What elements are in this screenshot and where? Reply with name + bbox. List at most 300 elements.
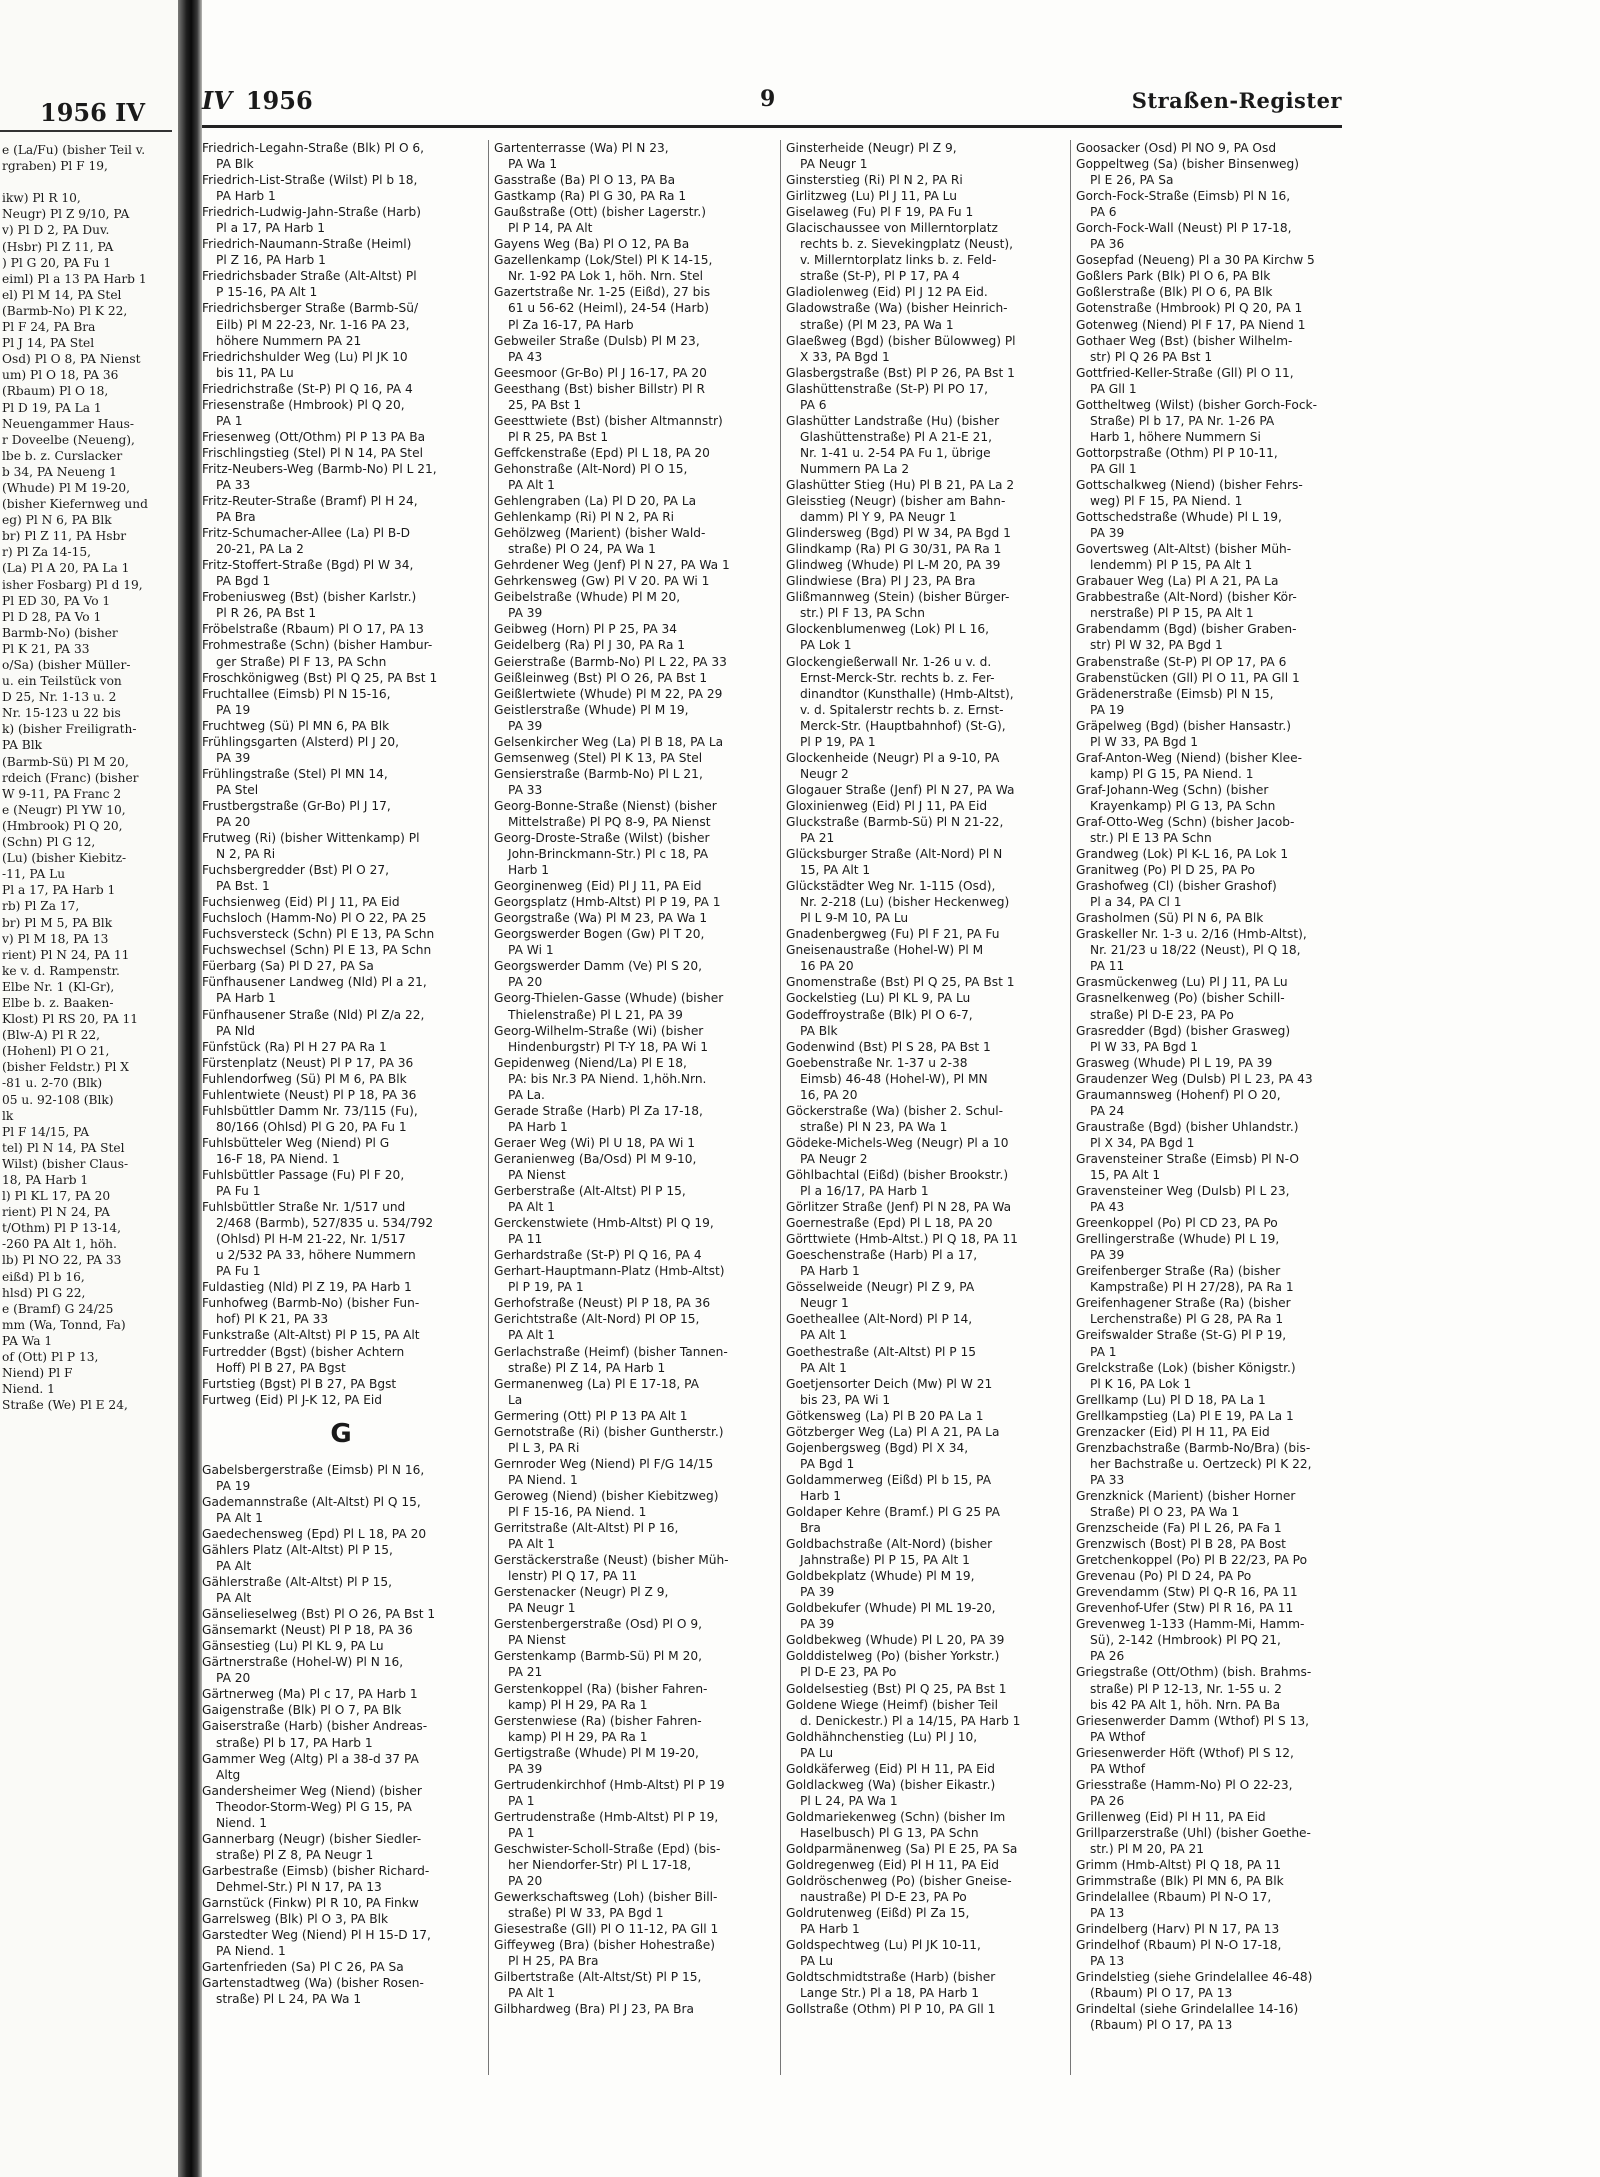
street-entry-line: Griegstraße (Ott/Othm) (bish. Brahms-	[1076, 1665, 1312, 1680]
street-entry-line: Fruchtallee (Eimsb) Pl N 15-16,	[202, 686, 391, 701]
facing-page-line: Nr. 15-123 u 22 bis	[2, 706, 121, 721]
entry-continuation-line: Pl a 34, PA Cl 1	[1090, 895, 1182, 910]
entry-continuation-line: Straße) Pl b 17, PA Nr. 1-26 PA	[1090, 413, 1275, 428]
street-entry-line: Fuchsloch (Hamm-No) Pl O 22, PA 25	[202, 911, 427, 926]
entry-continuation-line: d. Denickestr.) Pl a 14/15, PA Harb 1	[800, 1713, 1021, 1728]
street-entry-line: Glashütter Stieg (Hu) Pl B 21, PA La 2	[786, 477, 1015, 492]
entry-continuation-line: Theodor-Storm-Weg) Pl G 15, PA	[216, 1799, 412, 1814]
entry-continuation-line: PA Lu	[800, 1954, 834, 1969]
street-entry-line: Gemsenweg (Stel) Pl K 13, PA Stel	[494, 750, 703, 765]
street-entry-line: Götzberger Weg (La) Pl A 21, PA La	[786, 1424, 1000, 1439]
street-entry-line: Furtstieg (Bgst) Pl B 27, PA Bgst	[202, 1376, 397, 1391]
street-entry-line: Graf-Anton-Weg (Niend) (bisher Klee-	[1076, 750, 1302, 765]
street-entry-line: Gaigenstraße (Blk) Pl O 7, PA Blk	[202, 1703, 402, 1718]
street-entry-line: Gannerbarg (Neugr) (bisher Siedler-	[202, 1831, 422, 1846]
street-entry-line: Grindelhof (Rbaum) Pl N-O 17-18,	[1076, 1938, 1282, 1953]
entry-continuation-line: Pl a 17, PA Harb 1	[216, 221, 325, 236]
street-entry-line: Fuchsienweg (Eid) Pl J 11, PA Eid	[202, 895, 400, 910]
street-entry-line: Friedrich-Naumann-Straße (Heiml)	[202, 237, 412, 252]
entry-continuation-line: Pl R 25, PA Bst 1	[508, 429, 609, 444]
street-entry-line: Glindweg (Whude) Pl L-M 20, PA 39	[786, 558, 1001, 573]
street-entry-line: Geesthang (Bst) bisher Billstr) Pl R	[494, 381, 705, 396]
street-entry-line: Garbestraße (Eimsb) (bisher Richard-	[202, 1863, 430, 1878]
entry-continuation-line: PA 1	[216, 413, 243, 428]
entry-continuation-line: Merck-Str. (Hauptbahnhof) (St-G),	[800, 718, 1006, 733]
street-entry-line: Graskeller Nr. 1-3 u. 2/16 (Hmb-Altst),	[1076, 927, 1307, 942]
entry-continuation-line: PA 39	[508, 606, 543, 621]
entry-continuation-line: PA Alt 1	[508, 1537, 555, 1552]
street-entry-line: Gehrkensweg (Gw) Pl V 20. PA Wi 1	[494, 574, 710, 589]
street-entry-line: Funkstraße (Alt-Altst) Pl P 15, PA Alt	[202, 1328, 420, 1343]
street-entry-line: Gerberstraße (Alt-Altst) Pl P 15,	[494, 1184, 686, 1199]
street-entry-line: Germering (Ott) Pl P 13 PA Alt 1	[494, 1408, 688, 1423]
street-entry-line: Grindelallee (Rbaum) Pl N-O 17,	[1076, 1890, 1272, 1905]
entry-continuation-line: damm) Pl Y 9, PA Neugr 1	[800, 510, 957, 525]
street-entry-line: Goßlerstraße (Blk) Pl O 6, PA Blk	[1076, 285, 1273, 300]
street-entry-line: Gladowstraße (Wa) (bisher Heinrich-	[786, 301, 1008, 316]
street-entry-line: Gehonstraße (Alt-Nord) Pl O 15,	[494, 461, 688, 476]
entry-continuation-line: Pl F 15-16, PA Niend. 1	[508, 1504, 647, 1519]
street-entry-line: Gothaer Weg (Bst) (bisher Wilhelm-	[1076, 333, 1293, 348]
street-entry-line: Griesstraße (Hamm-No) Pl O 22-23,	[1076, 1777, 1293, 1792]
entry-continuation-line: PA 39	[800, 1617, 835, 1632]
entry-continuation-line: Mittelstraße) Pl PQ 8-9, PA Nienst	[508, 814, 711, 829]
street-entry-line: Gravensteiner Weg (Dulsb) Pl L 23,	[1076, 1184, 1290, 1199]
street-entry-line: Glockengießerwall Nr. 1-26 u v. d.	[786, 654, 992, 669]
facing-page-line: (Blw-A) Pl R 22,	[2, 1028, 100, 1043]
street-entry-line: Grillparzerstraße (Uhl) (bisher Goethe-	[1076, 1825, 1311, 1840]
facing-page-line: (Whude) Pl M 19-20,	[2, 480, 130, 495]
street-entry-line: Godenwind (Bst) Pl S 28, PA Bst 1	[786, 1039, 991, 1054]
entry-continuation-line: straße) Pl Z 14, PA Harb 1	[508, 1360, 666, 1375]
street-entry-line: Goldspechtweg (Lu) Pl JK 10-11,	[786, 1938, 981, 1953]
entry-continuation-line: str.) Pl F 13, PA Schn	[800, 606, 925, 621]
street-entry-line: Grimmstraße (Blk) Pl MN 6, PA Blk	[1076, 1874, 1284, 1889]
facing-page-line: Pl ED 30, PA Vo 1	[2, 593, 111, 608]
street-entry-line: Gehölzweg (Marient) (bisher Wald-	[494, 526, 706, 541]
street-entry-line: Gertrudenkirchhof (Hmb-Altst) Pl P 19	[494, 1777, 725, 1792]
street-entry-line: Frustbergstraße (Gr-Bo) Pl J 17,	[202, 798, 391, 813]
facing-page-line: PA Blk	[2, 738, 42, 753]
entry-continuation-line: PA 20	[216, 814, 251, 829]
street-entry-line: Goldlackweg (Wa) (bisher Eikastr.)	[786, 1777, 996, 1792]
entry-continuation-line: Pl R 26, PA Bst 1	[216, 606, 317, 621]
entry-continuation-line: bis 11, PA Lu	[216, 365, 294, 380]
entry-continuation-line: PA Alt 1	[508, 477, 555, 492]
facing-page-line: (Rbaum) Pl O 18,	[2, 384, 109, 399]
entry-continuation-line: Pl K 16, PA Lok 1	[1090, 1376, 1192, 1391]
entry-continuation-line: PA 39	[1090, 1248, 1125, 1263]
street-entry-line: Furtredder (Bgst) (bisher Achtern	[202, 1344, 405, 1359]
facing-page-line: -81 u. 2-70 (Blk)	[2, 1076, 103, 1091]
street-entry-line: Grevenau (Po) Pl D 24, PA Po	[1076, 1569, 1252, 1584]
street-entry-line: Fritz-Schumacher-Allee (La) Pl B-D	[202, 526, 410, 541]
street-entry-line: Gotenstraße (Hmbrook) Pl Q 20, PA 1	[1076, 301, 1303, 316]
street-entry-line: Götkensweg (La) Pl B 20 PA La 1	[786, 1408, 984, 1423]
street-entry-line: Gartenstadtweg (Wa) (bisher Rosen-	[202, 1976, 424, 1991]
entry-continuation-line: PA Fu 1	[216, 1264, 261, 1279]
entry-continuation-line: Hindenburgstr) Pl T-Y 18, PA Wi 1	[508, 1039, 709, 1054]
street-entry-line: Gählers Platz (Alt-Altst) Pl P 15,	[202, 1542, 393, 1557]
entry-continuation-line: PA Lok 1	[800, 638, 852, 653]
page-number: 9	[760, 86, 776, 112]
street-entry-line: Görlitzer Straße (Jenf) Pl N 28, PA Wa	[786, 1200, 1012, 1215]
facing-page-line: Pl F 14/15, PA	[2, 1124, 90, 1139]
entry-continuation-line: PA 39	[216, 750, 251, 765]
facing-page-line: Wilst) (bisher Claus-	[2, 1156, 129, 1171]
street-entry-line: Fuchsversteck (Schn) Pl E 13, PA Schn	[202, 927, 435, 942]
entry-continuation-line: PA 33	[508, 782, 543, 797]
street-entry-line: Grenzscheide (Fa) Pl L 26, PA Fa 1	[1076, 1521, 1282, 1536]
facing-page-line: Osd) Pl O 8, PA Nienst	[2, 352, 141, 367]
street-entry-line: Garrelsweg (Blk) Pl O 3, PA Blk	[202, 1912, 389, 1927]
entry-continuation-line: bis 42 PA Alt 1, höh. Nrn. PA Ba	[1090, 1697, 1281, 1712]
facing-page-line: Elbe Nr. 1 (Kl-Gr),	[2, 979, 115, 994]
entry-continuation-line: Pl H 25, PA Bra	[508, 1954, 599, 1969]
entry-continuation-line: La	[508, 1392, 523, 1407]
street-entry-line: Goldelsestieg (Bst) Pl Q 25, PA Bst 1	[786, 1681, 1007, 1696]
street-entry-line: Gluckstraße (Barmb-Sü) Pl N 21-22,	[786, 814, 1004, 829]
street-entry-line: Glindersweg (Bgd) Pl W 34, PA Bgd 1	[786, 526, 1011, 541]
street-entry-line: Gottorpstraße (Othm) Pl P 10-11,	[1076, 445, 1278, 460]
street-entry-line: Grabenstücken (Gll) Pl O 11, PA Gll 1	[1076, 670, 1300, 685]
street-entry-line: Gertigstraße (Whude) Pl M 19-20,	[494, 1745, 699, 1760]
entry-continuation-line: PA 19	[216, 1478, 251, 1493]
street-entry-line: Goetheallee (Alt-Nord) Pl P 14,	[786, 1312, 973, 1327]
street-entry-line: Goethestraße (Alt-Altst) Pl P 15	[786, 1344, 977, 1359]
entry-continuation-line: Straße) Pl O 23, PA Wa 1	[1090, 1504, 1240, 1519]
street-entry-line: Grädenerstraße (Eimsb) Pl N 15,	[1076, 686, 1274, 701]
street-entry-line: Gaußstraße (Ott) (bisher Lagerstr.)	[494, 205, 706, 220]
street-entry-line: Gerhart-Hauptmann-Platz (Hmb-Altst)	[494, 1264, 725, 1279]
entry-continuation-line: PA 1	[508, 1825, 535, 1840]
street-entry-line: Gottfried-Keller-Straße (Gll) Pl O 11,	[1076, 365, 1294, 380]
street-entry-line: Gottheltweg (Wilst) (bisher Gorch-Fock-	[1076, 397, 1317, 412]
entry-continuation-line: (Rbaum) Pl O 17, PA 13	[1090, 2018, 1233, 2033]
facing-page-line: br) Pl M 5, PA Blk	[2, 915, 113, 930]
entry-continuation-line: (Rbaum) Pl O 17, PA 13	[1090, 1986, 1233, 2001]
street-entry-line: Grindelberg (Harv) Pl N 17, PA 13	[1076, 1922, 1280, 1937]
entry-continuation-line: PA Nld	[216, 1023, 256, 1038]
entry-continuation-line: str.) Pl M 20, PA 21	[1090, 1841, 1205, 1856]
entry-continuation-line: PA Harb 1	[508, 1119, 568, 1134]
street-entry-line: Friesenstraße (Hmbrook) Pl Q 20,	[202, 397, 405, 412]
street-entry-line: Frutweg (Ri) (bisher Wittenkamp) Pl	[202, 831, 420, 846]
entry-continuation-line: straße) Pl N 23, PA Wa 1	[800, 1119, 948, 1134]
street-entry-line: Gänsestieg (Lu) Pl KL 9, PA Lu	[202, 1639, 384, 1654]
facing-page-line: lb) Pl NO 22, PA 33	[2, 1253, 122, 1268]
street-entry-line: Gartenfrieden (Sa) Pl C 26, PA Sa	[202, 1960, 404, 1975]
facing-page-line: -260 PA Alt 1, höh.	[2, 1237, 117, 1252]
street-entry-line: Ginsterstieg (Ri) Pl N 2, PA Ri	[786, 173, 963, 188]
street-entry-line: Glücksburger Straße (Alt-Nord) Pl N	[786, 847, 1003, 862]
street-entry-line: Geroweg (Niend) (bisher Kiebitzweg)	[494, 1488, 719, 1503]
street-entry-line: Goebenstraße Nr. 1-37 u 2-38	[786, 1055, 968, 1070]
street-entry-line: Gojenbergsweg (Bgd) Pl X 34,	[786, 1440, 969, 1455]
facing-page-line: Pl J 14, PA Stel	[2, 336, 95, 351]
street-entry-line: Goldrutenweg (Eißd) Pl Za 15,	[786, 1906, 970, 1921]
street-entry-line: Gehlengraben (La) Pl D 20, PA La	[494, 494, 697, 509]
entry-continuation-line: N 2, PA Ri	[216, 847, 276, 862]
facing-page-line: Elbe b. z. Baaken-	[2, 995, 114, 1010]
facing-page-line: Niend. 1	[2, 1382, 55, 1397]
street-entry-line: Glashüttenstraße (St-P) Pl PO 17,	[786, 381, 988, 396]
entry-continuation-line: Pl W 33, PA Bgd 1	[1090, 1039, 1199, 1054]
entry-continuation-line: PA Harb 1	[216, 991, 276, 1006]
street-entry-line: Granitweg (Po) Pl D 25, PA Po	[1076, 863, 1255, 878]
facing-page-line: v) Pl D 2, PA Duv.	[2, 223, 110, 238]
facing-page-line: e (Bramf) G 24/25	[2, 1301, 114, 1316]
street-entry-line: Glacischaussee von Millerntorplatz	[786, 221, 998, 236]
entry-continuation-line: (Ohlsd) Pl H-M 21-22, Nr. 1/517	[216, 1232, 406, 1247]
street-entry-line: Grevendamm (Stw) Pl Q-R 16, PA 11	[1076, 1585, 1298, 1600]
entry-continuation-line: v. d. Spitalerstr rechts b. z. Ernst-	[800, 702, 1004, 717]
street-entry-line: Görttwiete (Hmb-Altst.) Pl Q 18, PA 11	[786, 1232, 1018, 1247]
facing-page-line: rb) Pl Za 17,	[2, 899, 80, 914]
entry-continuation-line: PA Neugr 1	[800, 157, 868, 172]
entry-continuation-line: PA Bgd 1	[800, 1456, 855, 1471]
street-entry-line: Goßlers Park (Blk) Pl O 6, PA Blk	[1076, 269, 1271, 284]
street-entry-line: Goldhähnchenstieg (Lu) Pl J 10,	[786, 1729, 978, 1744]
facing-page-line: rient) Pl N 24, PA	[2, 1205, 110, 1220]
street-entry-line: Fuchsbergredder (Bst) Pl O 27,	[202, 863, 390, 878]
facing-page-line: hlsd) Pl G 22,	[2, 1285, 86, 1300]
entry-continuation-line: Hoff) Pl B 27, PA Bgst	[216, 1360, 346, 1375]
street-entry-line: Gerstenacker (Neugr) Pl Z 9,	[494, 1585, 669, 1600]
entry-continuation-line: straße) Pl Z 8, PA Neugr 1	[216, 1847, 374, 1862]
street-entry-line: Gnomenstraße (Bst) Pl Q 25, PA Bst 1	[786, 975, 1015, 990]
entry-continuation-line: PA 11	[1090, 959, 1125, 974]
street-entry-line: Gottschalkweg (Niend) (bisher Fehrs-	[1076, 477, 1303, 492]
street-entry-line: Gertrudenstraße (Hmb-Altst) Pl P 19,	[494, 1809, 719, 1824]
entry-continuation-line: PA 43	[1090, 1200, 1125, 1215]
page-header-left	[202, 86, 313, 115]
street-entry-line: Georg-Droste-Straße (Wilst) (bisher	[494, 831, 710, 846]
entry-continuation-line: PA 19	[216, 702, 251, 717]
entry-continuation-line: Altg	[216, 1767, 241, 1782]
street-entry-line: Gernroder Weg (Niend) Pl F/G 14/15	[494, 1456, 714, 1471]
street-entry-line: Fruchtweg (Sü) Pl MN 6, PA Blk	[202, 718, 390, 733]
street-entry-line: Grasweg (Whude) Pl L 19, PA 39	[1076, 1055, 1273, 1070]
street-entry-line: Grasholmen (Sü) Pl N 6, PA Blk	[1076, 911, 1264, 926]
street-entry-line: Goldmariekenweg (Schn) (bisher Im	[786, 1809, 1006, 1824]
entry-continuation-line: Harb 1	[508, 863, 550, 878]
street-entry-line: Gastkamp (Ra) Pl G 30, PA Ra 1	[494, 189, 687, 204]
street-entry-line: Göckerstraße (Wa) (bisher 2. Schul-	[786, 1103, 1004, 1118]
entry-continuation-line: Neugr 1	[800, 1296, 849, 1311]
entry-continuation-line: Pl a 16/17, PA Harb 1	[800, 1184, 929, 1199]
facing-page-line: lbe b. z. Curslacker	[2, 448, 123, 463]
entry-continuation-line: ger Straße) Pl F 13, PA Schn	[216, 654, 387, 669]
entry-continuation-line: PA 21	[800, 831, 835, 846]
entry-continuation-line: 61 u 56-62 (Heiml), 24-54 (Harb)	[508, 301, 710, 316]
street-entry-line: Geierstraße (Barmb-No) Pl L 22, PA 33	[494, 654, 727, 669]
street-entry-line: Giffeyweg (Bra) (bisher Hohestraße)	[494, 1938, 715, 1953]
entry-continuation-line: PA Stel	[216, 782, 259, 797]
entry-continuation-line: PA Nienst	[508, 1633, 566, 1648]
street-column-1	[202, 140, 480, 2007]
entry-continuation-line: PA Alt 1	[216, 1510, 263, 1525]
street-entry-line: Gerckenstwiete (Hmb-Altst) Pl Q 19,	[494, 1216, 714, 1231]
entry-continuation-line: höhere Nummern PA 21	[216, 333, 362, 348]
street-entry-line: Fritz-Stoffert-Straße (Bgd) Pl W 34,	[202, 558, 414, 573]
entry-continuation-line: PA 33	[216, 477, 251, 492]
street-entry-line: Goldtschmidtstraße (Harb) (bisher	[786, 1970, 996, 1985]
entry-continuation-line: PA Alt 1	[508, 1328, 555, 1343]
street-entry-line: Fünfhausener Straße (Nld) Pl Z/a 22,	[202, 1007, 425, 1022]
entry-continuation-line: straße (St-P), Pl P 17, PA 4	[800, 269, 960, 284]
entry-continuation-line: Jahnstraße) Pl P 15, PA Alt 1	[800, 1553, 970, 1568]
street-entry-line: Fuchswechsel (Schn) Pl E 13, PA Schn	[202, 943, 432, 958]
street-entry-line: Goldbekweg (Whude) Pl L 20, PA 39	[786, 1633, 1005, 1648]
facing-page-line: Pl F 24, PA Bra	[2, 320, 96, 335]
entry-continuation-line: PA Alt 1	[508, 1200, 555, 1215]
entry-continuation-line: PA 20	[216, 1671, 251, 1686]
facing-page-line: Niend) Pl F	[2, 1366, 73, 1381]
street-entry-line: Fuldastieg (Nld) Pl Z 19, PA Harb 1	[202, 1280, 412, 1295]
entry-continuation-line: PA Niend. 1	[508, 1472, 578, 1487]
volume-roman: IV	[202, 86, 232, 115]
street-entry-line: Fritz-Neubers-Weg (Barmb-No) Pl L 21,	[202, 461, 437, 476]
street-entry-line: Glockenblumenweg (Lok) Pl L 16,	[786, 622, 989, 637]
street-entry-line: Gerichtstraße (Alt-Nord) Pl OP 15,	[494, 1312, 700, 1327]
entry-continuation-line: naustraße) Pl D-E 23, PA Po	[800, 1890, 967, 1905]
street-entry-line: Frobeniusweg (Bst) (bisher Karlstr.)	[202, 590, 417, 605]
street-entry-line: Fritz-Reuter-Straße (Bramf) Pl H 24,	[202, 494, 418, 509]
entry-continuation-line: Bra	[800, 1521, 821, 1536]
street-entry-line: Gerstenbergerstraße (Osd) Pl O 9,	[494, 1617, 703, 1632]
street-entry-line: Gademannstraße (Alt-Altst) Pl Q 15,	[202, 1494, 421, 1509]
street-entry-line: Grenzbachstraße (Barmb-No/Bra) (bis-	[1076, 1440, 1311, 1455]
street-entry-line: Greifenberger Straße (Ra) (bisher	[1076, 1264, 1281, 1279]
entry-continuation-line: str) Pl W 32, PA Bgd 1	[1090, 638, 1223, 653]
street-entry-line: Gammer Weg (Altg) Pl a 38-d 37 PA	[202, 1751, 419, 1766]
street-entry-line: Geistlerstraße (Whude) Pl M 19,	[494, 702, 689, 717]
facing-page-line: Neuengammer Haus-	[2, 416, 134, 431]
street-entry-line: Gaedechensweg (Epd) Pl L 18, PA 20	[202, 1526, 427, 1541]
street-column-2	[494, 140, 772, 2017]
street-entry-line: Gerlachstraße (Heimf) (bisher Tannen-	[494, 1344, 728, 1359]
entry-continuation-line: PA 13	[1090, 1954, 1125, 1969]
facing-page-line: Pl K 21, PA 33	[2, 641, 90, 656]
street-column-3	[786, 140, 1064, 2017]
street-entry-line: Glockenheide (Neugr) Pl a 9-10, PA	[786, 750, 1000, 765]
street-entry-line: Georg-Wilhelm-Straße (Wi) (bisher	[494, 1023, 704, 1038]
street-entry-line: Friedrich-List-Straße (Wilst) Pl b 18,	[202, 173, 418, 188]
facing-page-line: (Hohenl) Pl O 21,	[2, 1044, 110, 1059]
facing-page-line: mm (Wa, Tonnd, Fa)	[2, 1317, 126, 1332]
entry-continuation-line: PA Wa 1	[508, 157, 558, 172]
street-entry-line: Goldkäferweg (Eid) Pl H 11, PA Eid	[786, 1761, 995, 1776]
street-entry-line: Gazellenkamp (Lok/Stel) Pl K 14-15,	[494, 253, 713, 268]
street-entry-line: Gerstenkamp (Barmb-Sü) Pl M 20,	[494, 1649, 702, 1664]
street-entry-line: Geibelstraße (Whude) Pl M 20,	[494, 590, 681, 605]
street-entry-line: Gehlenkamp (Ri) Pl N 2, PA Ri	[494, 510, 675, 525]
entry-continuation-line: Pl W 33, PA Bgd 1	[1090, 734, 1199, 749]
street-entry-line: Gählerstraße (Alt-Altst) Pl P 15,	[202, 1575, 393, 1590]
entry-continuation-line: PA Neugr 1	[508, 1601, 576, 1616]
entry-continuation-line: Pl L 3, PA Ri	[508, 1440, 580, 1455]
street-entry-line: Gerade Straße (Harb) Pl Za 17-18,	[494, 1103, 703, 1118]
street-entry-line: Gernotstraße (Ri) (bisher Guntherstr.)	[494, 1424, 724, 1439]
section-letter-heading: G	[330, 1418, 352, 1449]
entry-continuation-line: PA Wi 1	[508, 943, 554, 958]
street-entry-line: Gerhofstraße (Neust) Pl P 18, PA 36	[494, 1296, 711, 1311]
street-entry-line: Graumannsweg (Hohenf) Pl O 20,	[1076, 1087, 1281, 1102]
entry-continuation-line: bis 23, PA Wi 1	[800, 1392, 891, 1407]
street-entry-line: Graf-Otto-Weg (Schn) (bisher Jacob-	[1076, 814, 1295, 829]
street-entry-line: Gänselieselweg (Bst) Pl O 26, PA Bst 1	[202, 1607, 436, 1622]
street-entry-line: Fünfhausener Landweg (Nld) Pl a 21,	[202, 975, 427, 990]
street-entry-line: Grenzwisch (Bost) Pl B 28, PA Bost	[1076, 1537, 1286, 1552]
street-entry-line: Funhofweg (Barmb-No) (bisher Fun-	[202, 1296, 420, 1311]
street-entry-line: Grindeltal (siehe Grindelallee 14-16)	[1076, 2002, 1299, 2017]
street-entry-line: Goeschenstraße (Harb) Pl a 17,	[786, 1248, 978, 1263]
street-entry-line: Furtweg (Eid) Pl J-K 12, PA Eid	[202, 1392, 383, 1407]
street-entry-line: Gartenterrasse (Wa) Pl N 23,	[494, 141, 669, 155]
facing-page-line: ke v. d. Rampenstr.	[2, 963, 120, 978]
street-entry-line: Friedrichstraße (St-P) Pl Q 16, PA 4	[202, 381, 413, 396]
entry-continuation-line: lenstr) Pl Q 17, PA 11	[508, 1569, 637, 1584]
street-entry-line: Gerstenwiese (Ra) (bisher Fahren-	[494, 1713, 702, 1728]
street-entry-line: Füerbarg (Sa) Pl D 27, PA Sa	[202, 959, 374, 974]
entry-continuation-line: str.) Pl E 13 PA Schn	[1090, 831, 1212, 846]
entry-continuation-line: PA Wthof	[1090, 1729, 1146, 1744]
facing-page-line: u. ein Teilstück von	[2, 674, 122, 689]
street-entry-line: Greifenhagener Straße (Ra) (bisher	[1076, 1296, 1291, 1311]
street-entry-line: Frühlingsgarten (Alsterd) Pl J 20,	[202, 734, 399, 749]
street-entry-line: Gotenweg (Niend) Pl F 17, PA Niend 1	[1076, 317, 1306, 332]
facing-page-line: tel) Pl N 14, PA Stel	[2, 1140, 125, 1155]
street-entry-line: Gayens Weg (Ba) Pl O 12, PA Ba	[494, 237, 690, 252]
street-entry-line: Gollstraße (Othm) Pl P 10, PA Gll 1	[786, 2002, 996, 2017]
entry-continuation-line: kamp) Pl H 29, PA Ra 1	[508, 1729, 648, 1744]
entry-continuation-line: Krayenkamp) Pl G 13, PA Schn	[1090, 798, 1276, 813]
street-entry-line: Grindelstieg (siehe Grindelallee 46-48)	[1076, 1970, 1313, 1985]
street-entry-line: Germanenweg (La) Pl E 17-18, PA	[494, 1376, 699, 1391]
street-entry-line: Gilbertstraße (Alt-Altst/St) Pl P 15,	[494, 1970, 702, 1985]
facing-page-line: (Hmbrook) Pl Q 20,	[2, 818, 123, 833]
entry-continuation-line: dinandtor (Kunsthalle) (Hmb-Altst),	[800, 686, 1014, 701]
street-entry-line: Goetjensorter Deich (Mw) Pl W 21	[786, 1376, 993, 1391]
facing-page-line: um) Pl O 18, PA 36	[2, 368, 119, 383]
facing-page-line: e (La/Fu) (bisher Teil v.	[2, 143, 146, 157]
facing-page-line: eiml) Pl a 13 PA Harb 1	[2, 271, 147, 286]
street-entry-line: Gandersheimer Weg (Niend) (bisher	[202, 1783, 422, 1798]
entry-continuation-line: PA Gll 1	[1090, 381, 1137, 396]
street-entry-line: Grasnelkenweg (Po) (bisher Schill-	[1076, 991, 1285, 1006]
facing-page-line: r) Pl Za 14-15,	[2, 545, 92, 560]
street-entry-line: Friedrichsbader Straße (Alt-Altst) Pl	[202, 269, 417, 284]
street-entry-line: Geidelberg (Ra) Pl J 30, PA Ra 1	[494, 638, 686, 653]
street-entry-line: Gehrdener Weg (Jenf) Pl N 27, PA Wa 1	[494, 558, 730, 573]
entry-continuation-line: Pl P 19, PA 1	[508, 1280, 584, 1295]
facing-page-line: (La) Pl A 20, PA La 1	[2, 561, 130, 576]
street-entry-line: Georgstraße (Wa) Pl M 23, PA Wa 1	[494, 911, 708, 926]
facing-page-line: k) (bisher Freiligrath-	[2, 722, 137, 737]
street-entry-line: Friedrichshulder Weg (Lu) Pl JK 10	[202, 349, 408, 364]
street-entry-line: Gretchenkoppel (Po) Pl B 22/23, PA Po	[1076, 1553, 1308, 1568]
street-entry-line: Grimm (Hmb-Altst) Pl Q 18, PA 11	[1076, 1858, 1281, 1873]
street-entry-line: Greifswalder Straße (St-G) Pl P 19,	[1076, 1328, 1287, 1343]
street-entry-line: Glashütter Landstraße (Hu) (bisher	[786, 413, 1000, 428]
facing-page-line: ) Pl G 20, PA Fu 1	[2, 255, 112, 270]
street-entry-line: Georgswerder Bogen (Gw) Pl T 20,	[494, 927, 705, 942]
register-title: Straßen-Register	[1131, 88, 1342, 113]
street-entry-line: Gepidenweg (Niend/La) Pl E 18,	[494, 1055, 687, 1070]
entry-continuation-line: straße) Pl D-E 23, PA Po	[1090, 1007, 1234, 1022]
street-entry-line: Godeffroystraße (Blk) Pl O 6-7,	[786, 1007, 973, 1022]
